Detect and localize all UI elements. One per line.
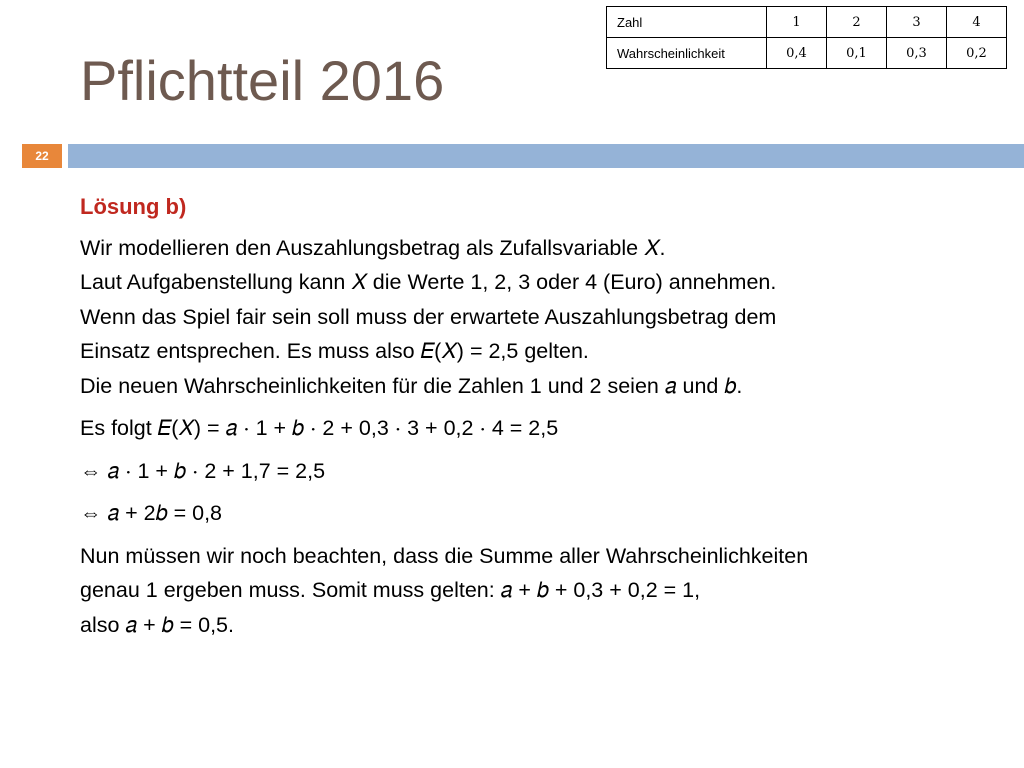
equation-line: ⇔ 𝑎 ⋅ 1 + 𝑏 ⋅ 2 + 1,7 = 2,5: [80, 458, 326, 483]
text-line: Die neuen Wahrscheinlichkeiten für die Zahlen 1 und 2 seien 𝑎 und 𝑏.: [80, 373, 743, 398]
equation-line: ⇔ 𝑎 + 2𝑏 = 0,8: [80, 501, 223, 525]
probability-table: [606, 6, 1007, 69]
table-cell: 0,1: [827, 38, 887, 69]
text-line: Wenn das Spiel fair sein soll muss der erwartete Auszahlungsbetrag dem: [80, 304, 777, 329]
slide-number-badge: 22: [22, 144, 62, 168]
table-cell: 2: [827, 7, 887, 38]
table-row-zahl: [607, 7, 1007, 38]
row-label-wahrscheinlichkeit: Wahrscheinlichkeit: [607, 38, 767, 69]
table-cell: 0,4: [767, 38, 827, 69]
slide-content: [80, 190, 980, 642]
table-cell: 1: [767, 7, 827, 38]
text-line: Einsatz entsprechen. Es muss also 𝐸(𝑋) = 2,5 gelten.: [80, 339, 589, 363]
text-line: Nun müssen wir noch beachten, dass die Summe aller Wahrscheinlichkeiten: [80, 543, 809, 568]
equation-line: Es folgt 𝐸(𝑋) = 𝑎 ⋅ 1 + 𝑏 ⋅ 2 + 0,3 ⋅ 3 + 0,2 ⋅ 4 = 2,5: [80, 416, 559, 440]
slide-title: Pflichtteil 2016: [80, 49, 445, 112]
text-line: also 𝑎 + 𝑏 = 0,5.: [80, 612, 234, 637]
row-label-zahl: Zahl: [607, 7, 767, 38]
text-line: genau 1 ergeben muss. Somit muss gelten: 𝑎 + 𝑏 + 0,3 + 0,2 = 1,: [80, 578, 701, 602]
table-cell: 0,3: [887, 38, 947, 69]
text-line: Laut Aufgabenstellung kann 𝑋 die Werte 1, 2, 3 oder 4 (Euro) annehmen.: [80, 270, 777, 294]
table-cell: 0,2: [947, 38, 1007, 69]
table-row-wahrscheinlichkeit: [607, 38, 1007, 69]
text-line: Wir modellieren den Auszahlungsbetrag als Zufallsvariable 𝑋.: [80, 235, 666, 260]
header-divider-bar: [68, 144, 1024, 168]
table-cell: 3: [887, 7, 947, 38]
table-cell: 4: [947, 7, 1007, 38]
solution-heading: Lösung b): [80, 194, 187, 219]
